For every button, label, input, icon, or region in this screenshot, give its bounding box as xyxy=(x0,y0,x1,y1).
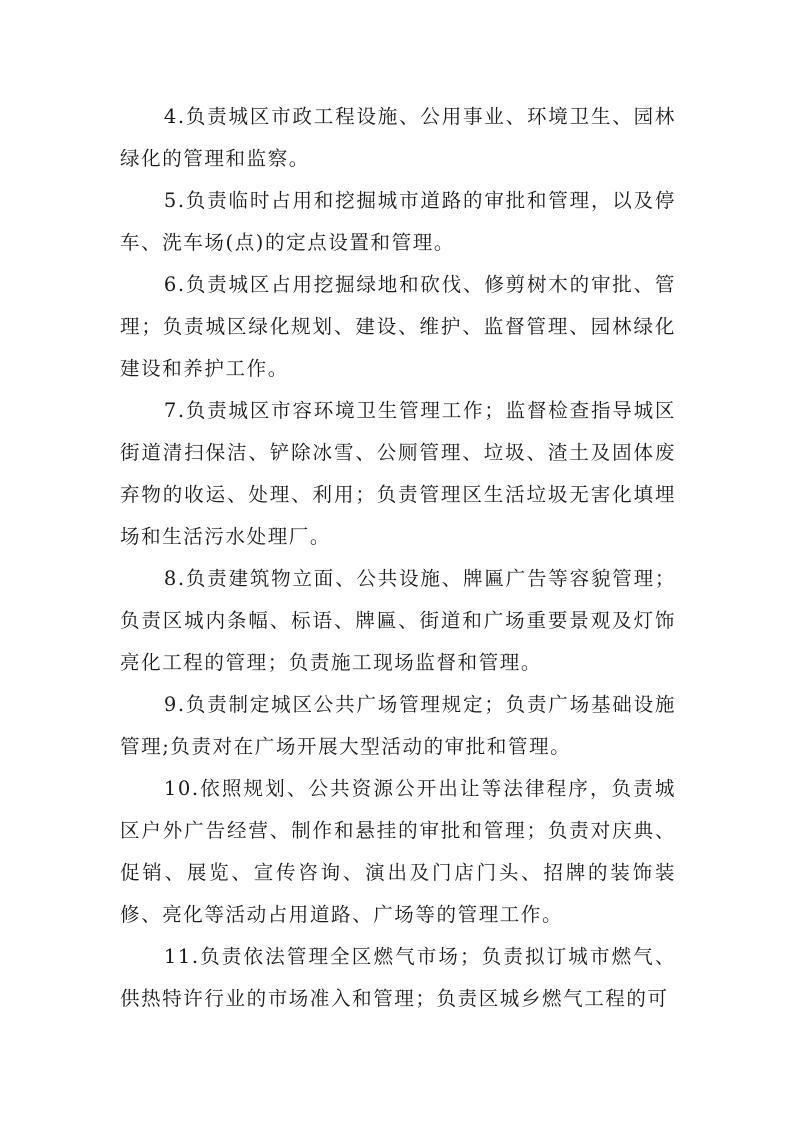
paragraph-item-8: 8.负责建筑物立面、公共设施、牌匾广告等容貌管理；负责区城内条幅、标语、牌匾、街道和广场重要景观及灯饰亮化工程的管理；负责施工现场监督和管理。 xyxy=(120,567,676,674)
paragraph-item-6: 6.负责城区占用挖掘绿地和砍伐、修剪树木的审批、管理；负责城区绿化规划、建设、维护、监督管理、园林绿化建设和养护工作。 xyxy=(120,273,676,380)
paragraph-item-7: 7.负责城区市容环境卫生管理工作；监督检查指导城区街道清扫保洁、铲除冰雪、公厕管理、垃圾、渣土及固体废弃物的收运、处理、利用；负责管理区生活垃圾无害化填埋场和生活污水处理厂。 xyxy=(120,399,676,548)
document-body xyxy=(120,96,676,1020)
paragraph-item-4: 4.负责城区市政工程设施、公用事业、环境卫生、园林绿化的管理和监察。 xyxy=(120,105,676,170)
paragraph-item-9: 9.负责制定城区公共广场管理规定；负责广场基础设施管理;负责对在广场开展大型活动的审批和管理。 xyxy=(120,693,676,758)
paragraph-item-5: 5.负责临时占用和挖掘城市道路的审批和管理，以及停车、洗车场(点)的定点设置和管理。 xyxy=(120,189,676,254)
paragraph-item-10: 10.依照规划、公共资源公开出让等法律程序，负责城区户外广告经营、制作和悬挂的审批和管理；负责对庆典、促销、展览、宣传咨询、演出及门店门头、招牌的装饰装修、亮化等活动占用道路、广场等的管理工作。 xyxy=(120,777,676,926)
paragraph-item-11: 11.负责依法管理全区燃气市场；负责拟订城市燃气、供热特许行业的市场准入和管理；负责区城乡燃气工程的可 xyxy=(120,945,676,1010)
